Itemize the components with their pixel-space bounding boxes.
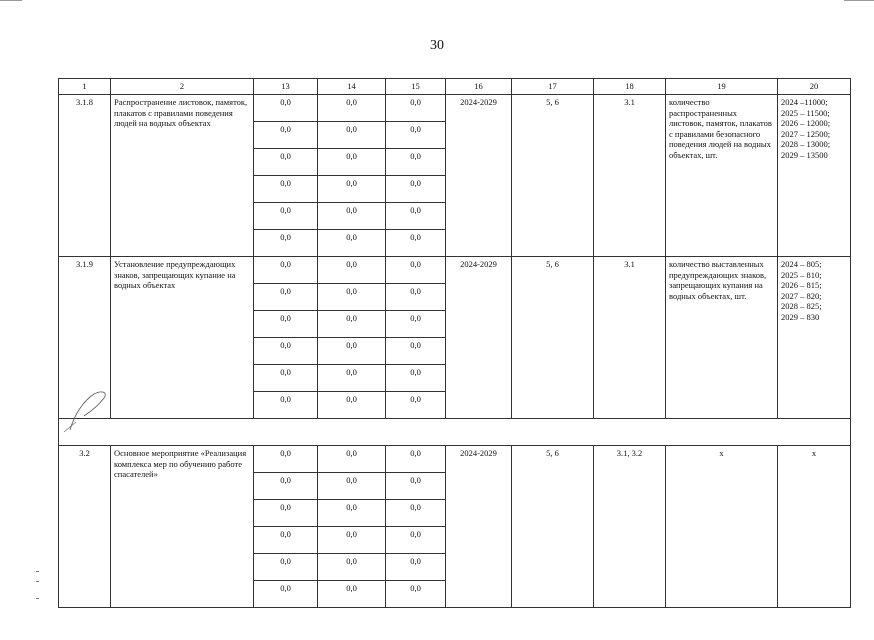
target-value: 2027 – 12500; <box>781 128 831 139</box>
financing-cell: 0,0 <box>386 311 446 338</box>
financing-cell: 0,0 <box>254 500 318 527</box>
financing-cell: 0,0 <box>254 230 318 257</box>
table-row <box>59 446 851 473</box>
financing-cell: 0,0 <box>318 338 386 365</box>
financing-cell: 0,0 <box>318 527 386 554</box>
header-cell: 2 <box>111 79 254 95</box>
period-cell: 2024-2029 <box>446 95 512 257</box>
financing-cell: 0,0 <box>318 95 386 122</box>
header-cell: 13 <box>254 79 318 95</box>
financing-cell: 0,0 <box>318 392 386 419</box>
col18-cell: 3.1 <box>594 257 666 419</box>
financing-cell: 0,0 <box>386 473 446 500</box>
financing-cell: 0,0 <box>386 500 446 527</box>
target-value: 2028 – 13000; <box>781 139 831 149</box>
row-code-cell: 3.1.8 <box>59 95 111 257</box>
targets-cell <box>778 95 851 257</box>
table-row <box>59 257 851 284</box>
financing-cell: 0,0 <box>318 446 386 473</box>
financing-cell: 0,0 <box>386 284 446 311</box>
header-row <box>59 79 851 95</box>
header-cell: 14 <box>318 79 386 95</box>
financing-cell: 0,0 <box>386 365 446 392</box>
financing-cell: 0,0 <box>254 365 318 392</box>
row-name-cell: Распространение листовок, памяток, плакатов с правилами поведения людей на водных объектах <box>111 95 254 257</box>
indicator-cell: количество распространенных листовок, памяток, плакатов с правилами безопасного поведения людей на водных объектах, шт. <box>666 95 778 257</box>
financing-cell: 0,0 <box>318 581 386 608</box>
header-cell: 19 <box>666 79 778 95</box>
table-gap-row <box>59 419 851 446</box>
program-table <box>58 78 851 608</box>
financing-cell: 0,0 <box>254 473 318 500</box>
target-value: 2025 – 810; <box>781 269 822 280</box>
financing-cell: 0,0 <box>386 149 446 176</box>
financing-cell: 0,0 <box>386 554 446 581</box>
financing-cell: 0,0 <box>386 392 446 419</box>
financing-cell: 0,0 <box>318 176 386 203</box>
page-number: 30 <box>430 38 444 53</box>
target-value: 2029 – 13500 <box>781 149 828 160</box>
target-value: 2026 – 815; <box>781 280 822 290</box>
financing-cell: 0,0 <box>254 122 318 149</box>
financing-cell: 0,0 <box>318 473 386 500</box>
financing-cell: 0,0 <box>386 257 446 284</box>
edge-mark <box>36 581 39 582</box>
financing-cell: 0,0 <box>318 365 386 392</box>
financing-cell: 0,0 <box>254 149 318 176</box>
row-code-cell: 3.1.9 <box>59 257 111 419</box>
period-cell: 2024-2029 <box>446 257 512 419</box>
gap-cell <box>59 419 851 446</box>
target-value: 2024 – 805; <box>781 259 822 269</box>
financing-cell: 0,0 <box>318 554 386 581</box>
financing-cell: 0,0 <box>254 257 318 284</box>
target-value: 2025 – 11500; <box>781 107 830 118</box>
indicator-cell: количество выставленных предупреждающих знаков, запрещающих купания на водных объектах, шт. <box>666 257 778 419</box>
financing-cell: 0,0 <box>254 176 318 203</box>
header-cell: 18 <box>594 79 666 95</box>
financing-cell: 0,0 <box>318 257 386 284</box>
financing-cell: 0,0 <box>318 122 386 149</box>
financing-cell: 0,0 <box>386 338 446 365</box>
target-value: 2027 – 820; <box>781 290 822 301</box>
row-name-cell: Установление предупреждающих знаков, запрещающих купание на водных объектах <box>111 257 254 419</box>
financing-cell: 0,0 <box>254 311 318 338</box>
target-value: 2026 – 12000; <box>781 118 831 128</box>
financing-cell: 0,0 <box>254 284 318 311</box>
financing-cell: 0,0 <box>254 392 318 419</box>
financing-cell: 0,0 <box>254 95 318 122</box>
header-cell: 16 <box>446 79 512 95</box>
col17-cell: 5, 6 <box>512 95 594 257</box>
table-row <box>59 95 851 122</box>
corner-mark-left <box>0 0 22 1</box>
financing-cell: 0,0 <box>386 122 446 149</box>
row-name-cell: Основное мероприятие «Реализация комплекса мер по обучению работе спасателей» <box>111 446 254 608</box>
targets-cell: х <box>778 446 851 608</box>
financing-cell: 0,0 <box>386 581 446 608</box>
indicator-cell: х <box>666 446 778 608</box>
financing-cell: 0,0 <box>318 230 386 257</box>
col17-cell: 5, 6 <box>512 257 594 419</box>
financing-cell: 0,0 <box>318 203 386 230</box>
period-cell: 2024-2029 <box>446 446 512 608</box>
col18-cell: 3.1 <box>594 95 666 257</box>
financing-cell: 0,0 <box>318 284 386 311</box>
financing-cell: 0,0 <box>254 338 318 365</box>
financing-cell: 0,0 <box>386 203 446 230</box>
financing-cell: 0,0 <box>254 581 318 608</box>
header-cell: 20 <box>778 79 851 95</box>
financing-cell: 0,0 <box>386 446 446 473</box>
financing-cell: 0,0 <box>386 95 446 122</box>
table-body <box>59 79 851 608</box>
financing-cell: 0,0 <box>318 149 386 176</box>
financing-cell: 0,0 <box>386 176 446 203</box>
col18-cell: 3.1, 3.2 <box>594 446 666 608</box>
target-value: 2024 –11000; <box>781 97 828 107</box>
target-value: 2028 – 825; <box>781 301 822 311</box>
financing-cell: 0,0 <box>254 203 318 230</box>
edge-mark <box>36 598 39 599</box>
handwritten-mark-icon <box>60 386 120 436</box>
row-code-cell: 3.2 <box>59 446 111 608</box>
target-value: 2029 – 830 <box>781 311 820 322</box>
targets-cell <box>778 257 851 419</box>
header-cell: 15 <box>386 79 446 95</box>
financing-cell: 0,0 <box>254 446 318 473</box>
financing-cell: 0,0 <box>318 500 386 527</box>
financing-cell: 0,0 <box>318 311 386 338</box>
corner-mark-right <box>844 0 874 1</box>
edge-mark <box>36 571 39 572</box>
financing-cell: 0,0 <box>386 230 446 257</box>
header-cell: 1 <box>59 79 111 95</box>
financing-cell: 0,0 <box>254 527 318 554</box>
col17-cell: 5, 6 <box>512 446 594 608</box>
header-cell: 17 <box>512 79 594 95</box>
financing-cell: 0,0 <box>386 527 446 554</box>
financing-cell: 0,0 <box>254 554 318 581</box>
